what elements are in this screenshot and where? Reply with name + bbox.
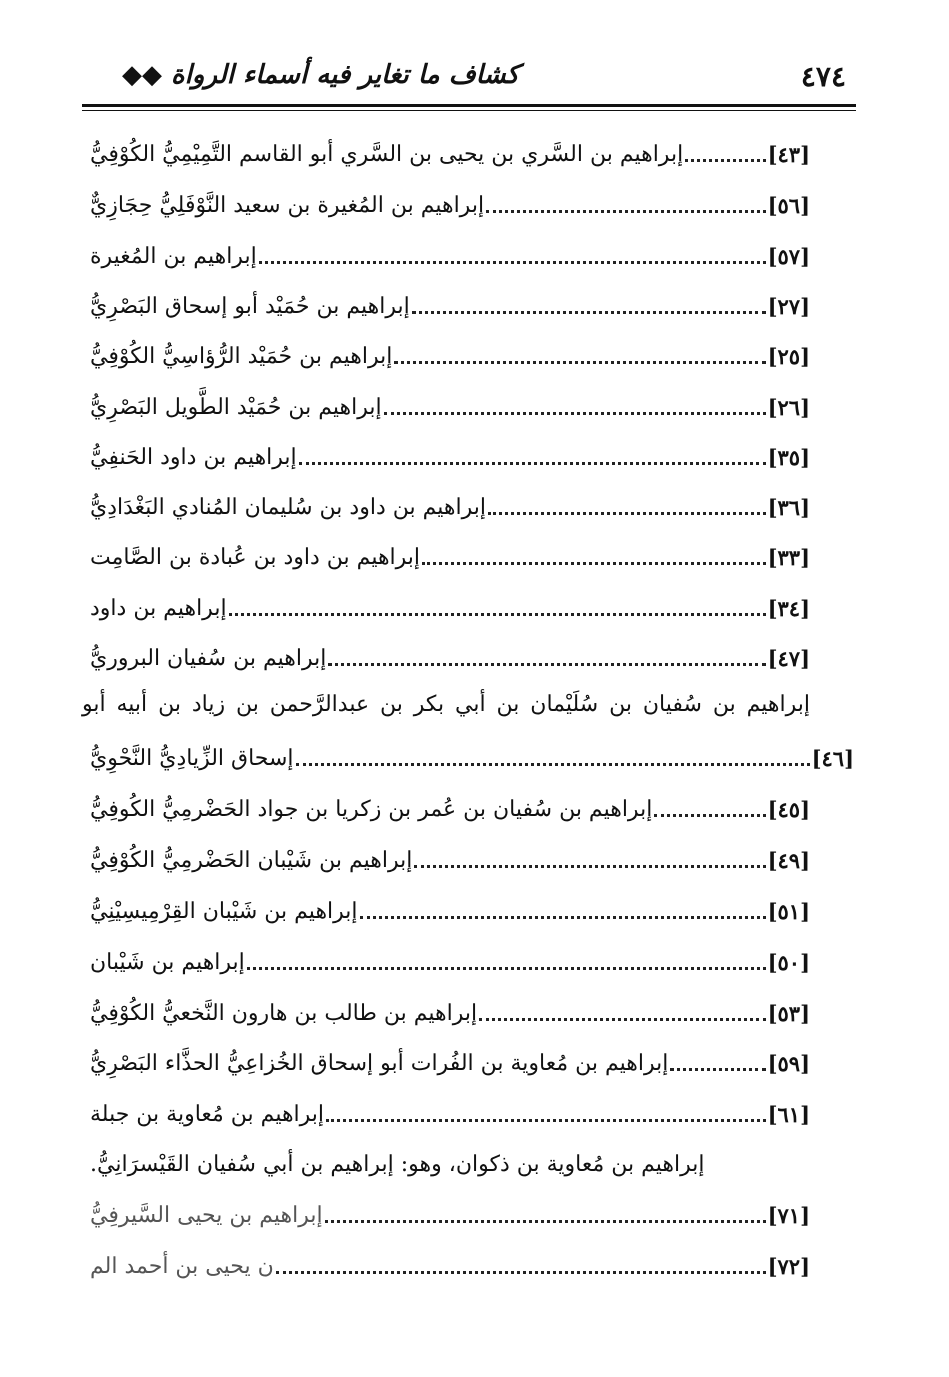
leader-dots — [412, 311, 766, 314]
index-entry — [88, 286, 810, 326]
index-entry — [88, 437, 810, 477]
index-entry — [88, 789, 810, 829]
index-entry — [88, 1043, 810, 1083]
entry-name: إبراهيم بن مُعاوية بن الفُرات أبو إسحاق الخُزاعِيُّ الحذَّاء البَصْرِيُّ — [90, 1050, 669, 1076]
leader-dots — [296, 763, 810, 766]
entry-name: إبراهيم بن داود الحَنفِيُّ — [90, 444, 297, 470]
index-entry — [88, 738, 854, 778]
entry-ref: [٧١] — [767, 1202, 810, 1228]
index-entry — [88, 487, 810, 527]
entry-ref: [٢٧] — [767, 293, 810, 319]
entry-name: إسحاق الزِّيادِيُّ النَّحْوِيُّ — [90, 745, 294, 771]
index-entry — [88, 638, 810, 678]
entry-ref: [٦١] — [767, 1101, 810, 1127]
entry-name: إبراهيم بن داود بن سُليمان المُنادي البَغْدَادِيُّ — [90, 494, 486, 520]
entry-name: إبراهيم بن حُمَيْد الطَّويل البَصْرِيُّ — [90, 394, 382, 420]
entry-ref: [٤٣] — [767, 141, 810, 167]
leader-dots — [325, 1220, 766, 1223]
note-entry — [88, 1144, 810, 1184]
index-entry — [88, 185, 810, 225]
leader-dots — [422, 562, 766, 565]
index-entry — [88, 942, 810, 982]
entry-ref: [٣٣] — [767, 544, 810, 570]
leader-dots — [328, 663, 765, 666]
entry-name: ن يحيى بن أحمد الم — [90, 1253, 274, 1279]
running-title: كشاف ما تغاير فيه أسماء الرواة ◆◆ — [122, 60, 520, 90]
leader-dots — [394, 361, 765, 364]
leader-dots — [259, 261, 766, 264]
entry-name: إبراهيم بن حُمَيْد أبو إسحاق البَصْرِيُّ — [90, 293, 410, 319]
entry-name: إبراهيم بن المُغيرة بن سعيد النَّوْفَلِيُّ حِجَازِيٌّ — [90, 192, 485, 218]
entry-name: إبراهيم بن يحيى السَّيرفِيُّ — [90, 1202, 323, 1228]
leader-dots — [654, 814, 765, 817]
index-entry — [88, 336, 810, 376]
entry-name: إبراهيم بن سُفيان بن عُمر بن زكريا بن جواد الحَضْرمِيُّ الكُوفِيُّ — [90, 796, 653, 822]
entry-ref: [٤٧] — [767, 645, 810, 671]
index-entry — [88, 1094, 810, 1134]
entry-name: إبراهيم بن شَيْبان القِرْمِيسِيْنِيُّ — [90, 898, 358, 924]
entry-ref: [٣٥] — [767, 444, 810, 470]
entry-name: إبراهيم بن حُمَيْد الرُّؤاسِيُّ الكُوْفِيُّ — [90, 343, 393, 369]
entry-ref: [٥٣] — [767, 1000, 810, 1026]
entry-ref: [٤٦] — [811, 745, 854, 771]
index-entry — [88, 891, 810, 931]
entry-name: إبراهيم بن المُغيرة — [90, 243, 257, 269]
entry-name: إبراهيم بن شَيْبان الحَضْرمِيُّ الكُوْفِيُّ — [90, 847, 413, 873]
leader-dots — [360, 916, 766, 919]
entry-ref: [٢٥] — [767, 343, 810, 369]
entry-name: إبراهيم بن طالب بن هارون النَّخعيُّ الكُوْفِيُّ — [90, 1000, 478, 1026]
entry-ref: [٥٧] — [767, 243, 810, 269]
long-entry-line-1: إبراهيم بن سُفيان بن سُلَيْمان بن أبي بكر بن عبدالرَّحمن بن زياد بن أبيه أبو — [82, 692, 810, 717]
page-number: ٤٧٤ — [800, 60, 846, 93]
leader-dots — [229, 613, 766, 616]
index-entry — [88, 134, 810, 174]
entry-ref: [٢٦] — [767, 394, 810, 420]
leader-dots — [479, 1018, 765, 1021]
entry-name: إبراهيم بن مُعاوية بن جبلة — [90, 1101, 325, 1127]
entry-ref: [٤٩] — [767, 847, 810, 873]
entry-ref: [٥٠] — [767, 949, 810, 975]
leader-dots — [670, 1068, 765, 1071]
leader-dots — [326, 1119, 766, 1122]
index-entry — [88, 1246, 810, 1286]
entry-ref: [٣٦] — [767, 494, 810, 520]
entry-name: إبراهيم بن داود — [90, 595, 227, 621]
leader-dots — [685, 159, 765, 162]
leader-dots — [486, 210, 766, 213]
entry-ref: [٥٦] — [767, 192, 810, 218]
entry-name: إبراهيم بن السَّري بن يحيى بن السَّري أبو القاسم التَّمِيْمِيُّ الكُوْفِيُّ — [90, 141, 684, 167]
index-entry — [88, 840, 810, 880]
index-entry — [88, 236, 810, 276]
entry-ref: [٤٥] — [767, 796, 810, 822]
leader-dots — [247, 967, 766, 970]
index-entry — [88, 993, 810, 1033]
entry-name: إبراهيم بن شَيْبان — [90, 949, 245, 975]
leader-dots — [299, 462, 766, 465]
entry-ref: [٧٢] — [767, 1253, 810, 1279]
leader-dots — [488, 512, 766, 515]
index-entry — [88, 1195, 810, 1235]
entry-name: إبراهيم بن سُفيان البروريُّ — [90, 645, 327, 671]
entry-ref: [٥٩] — [767, 1050, 810, 1076]
index-entry — [88, 387, 810, 427]
index-entry — [88, 537, 810, 577]
index-entry — [88, 588, 810, 628]
leader-dots — [276, 1271, 766, 1274]
leader-dots — [414, 865, 765, 868]
entry-ref: [٣٤] — [767, 595, 810, 621]
entry-name: إبراهيم بن داود بن عُبادة بن الصَّامِت — [90, 544, 421, 570]
leader-dots — [384, 412, 766, 415]
entry-ref: [٥١] — [767, 898, 810, 924]
entry-name: إبراهيم بن مُعاوية بن ذكوان، وهو: إبراهيم بن أبي سُفيان القَيْسرَانِيُّ. — [90, 1151, 705, 1177]
